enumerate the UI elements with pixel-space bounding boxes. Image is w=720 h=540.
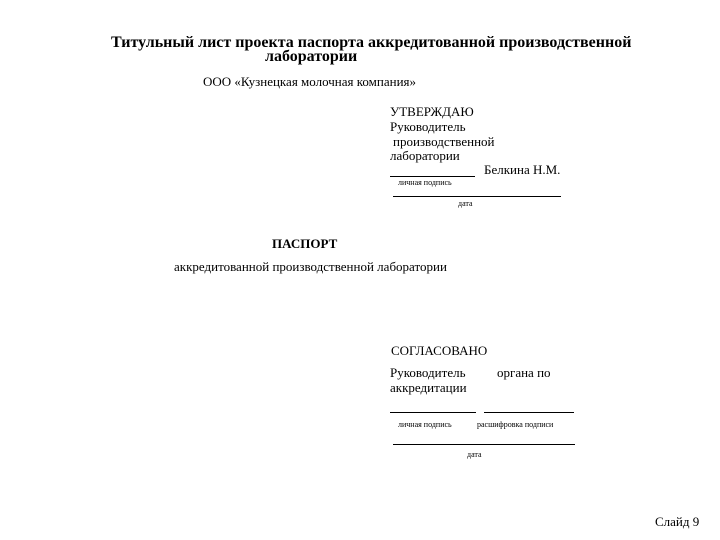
document-title-line1: Титульный лист проекта паспорта аккредитованной производственной — [111, 34, 632, 51]
approve-signature-line — [390, 176, 475, 177]
agreed-decoding-caption: расшифровка подписи — [477, 420, 554, 429]
approve-position-line2: производственной — [393, 134, 495, 149]
approve-heading: УТВЕРЖДАЮ — [390, 104, 474, 119]
approve-date-line — [393, 196, 561, 197]
approve-position-line1: Руководитель — [390, 119, 466, 134]
slide-number: Слайд 9 — [655, 514, 700, 529]
document-title-line2: лаборатории — [265, 48, 358, 65]
passport-title: ПАСПОРТ — [272, 236, 338, 251]
agreed-decoding-line — [484, 412, 574, 413]
agreed-signature-caption: личная подпись — [398, 420, 452, 429]
approve-signer-name: Белкина Н.М. — [484, 162, 561, 177]
approve-date-caption: дата — [458, 199, 473, 208]
agreed-position-right: органа по — [497, 365, 551, 380]
passport-subtitle: аккредитованной производственной лаборатории — [174, 259, 447, 274]
company-name: ООО «Кузнецкая молочная компания» — [203, 74, 417, 89]
agreed-position-line2: аккредитации — [390, 380, 467, 395]
approve-signature-caption: личная подпись — [398, 178, 452, 187]
agreed-signature-line — [390, 412, 476, 413]
agreed-position-left: Руководитель — [390, 365, 466, 380]
agreed-heading: СОГЛАСОВАНО — [391, 343, 488, 358]
approve-position-line3: лаборатории — [390, 148, 460, 163]
agreed-date-caption: дата — [467, 450, 482, 459]
agreed-date-line — [393, 444, 575, 445]
